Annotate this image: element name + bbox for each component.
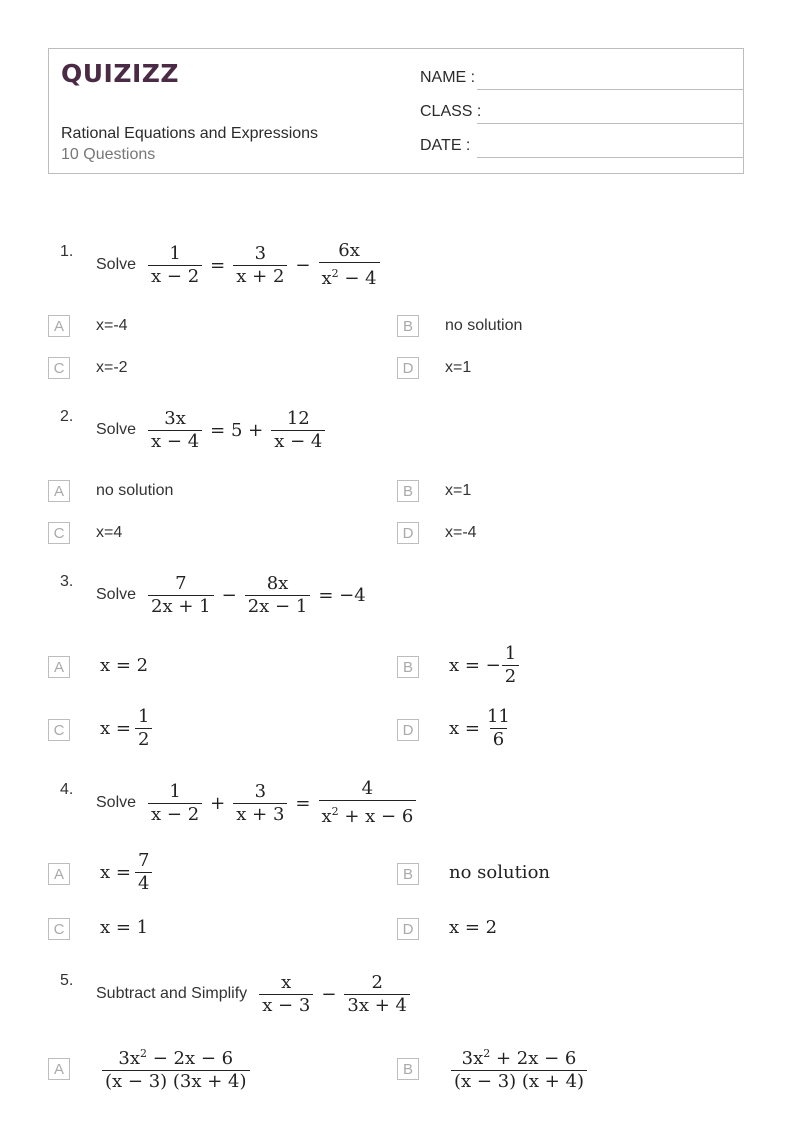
question-4-equation: $\frac{1}{x - 2}$ + $\frac{3}{x + 3}$ = $\frac{4}{x^2 + x - 6}$: [144, 778, 420, 828]
option-b-math: $\frac{3x^2 + 2x - 6}{(x - 3) (x + 4)}$: [447, 1043, 591, 1093]
option-b-box[interactable]: B: [397, 1058, 419, 1080]
option-b-box[interactable]: B: [397, 863, 419, 885]
option-a-math: x = $\frac{7}{4}$: [100, 850, 156, 895]
option-a-math: $\frac{3x^2 - 2x - 6}{(x - 3) (3x + 4)}$: [98, 1043, 254, 1093]
option-c-text: x=-2: [96, 359, 128, 376]
question-number: 4.: [60, 781, 74, 798]
question-number: 3.: [60, 573, 74, 590]
option-d-text: x=1: [445, 359, 472, 376]
class-label: CLASS :: [420, 103, 482, 120]
option-d-box[interactable]: D: [397, 522, 419, 544]
option-b-math: x = − $\frac{1}{2}$: [449, 643, 523, 688]
option-d-math: x = $\frac{11}{6}$: [449, 706, 510, 750]
option-c-box[interactable]: C: [48, 918, 70, 940]
option-c-box[interactable]: C: [48, 719, 70, 741]
option-c-box[interactable]: C: [48, 357, 70, 379]
question-1-equation: $\frac{1}{x - 2}$ = $\frac{3}{x + 2}$ − $\frac{6x}{x^2 - 4}$: [144, 240, 384, 290]
option-c-math: x = 1: [100, 917, 149, 938]
question-5: [96, 967, 414, 1021]
question-count: 10 Questions: [61, 146, 156, 163]
name-line: [477, 89, 744, 90]
worksheet-title: Rational Equations and Expressions: [61, 125, 319, 142]
option-a-math: x = 2: [100, 655, 149, 676]
option-d-box[interactable]: D: [397, 357, 419, 379]
option-b-box[interactable]: B: [397, 480, 419, 502]
question-prompt: Solve: [96, 256, 137, 273]
option-b-math: no solution: [449, 862, 550, 883]
class-field[interactable]: [420, 103, 740, 121]
question-4: [96, 776, 420, 830]
option-b-text: x=1: [445, 482, 472, 499]
question-2-equation: $\frac{3x}{x - 4}$ = 5 + $\frac{12}{x - 4}$: [144, 408, 329, 453]
option-a-text: no solution: [96, 482, 174, 499]
question-5-expression: $\frac{x}{x - 3}$ − $\frac{2}{3x + 4}$: [255, 972, 414, 1017]
class-line: [477, 123, 744, 124]
option-c-math: x = $\frac{1}{2}$: [100, 706, 156, 751]
option-b-box[interactable]: B: [397, 315, 419, 337]
question-prompt: Subtract and Simplify: [96, 985, 248, 1002]
date-label: DATE :: [420, 137, 471, 154]
option-b-box[interactable]: B: [397, 656, 419, 678]
question-prompt: Solve: [96, 794, 137, 811]
option-a-box[interactable]: A: [48, 656, 70, 678]
date-line: [477, 157, 744, 158]
question-prompt: Solve: [96, 586, 137, 603]
name-label: NAME :: [420, 69, 476, 86]
quizizz-logo: QUIZIZZ: [61, 59, 180, 88]
option-c-text: x=4: [96, 524, 123, 541]
option-d-text: x=-4: [445, 524, 477, 541]
worksheet-header: [48, 48, 744, 174]
name-field[interactable]: [420, 69, 740, 87]
question-number: 5.: [60, 972, 74, 989]
question-1: [96, 238, 384, 292]
option-b-text: no solution: [445, 317, 523, 334]
option-a-box[interactable]: A: [48, 1058, 70, 1080]
option-d-box[interactable]: D: [397, 918, 419, 940]
option-c-box[interactable]: C: [48, 522, 70, 544]
option-a-box[interactable]: A: [48, 315, 70, 337]
option-a-box[interactable]: A: [48, 863, 70, 885]
question-3-equation: $\frac{7}{2x + 1}$ − $\frac{8x}{2x - 1}$ = −4: [144, 573, 370, 618]
option-a-box[interactable]: A: [48, 480, 70, 502]
question-number: 2.: [60, 408, 74, 425]
question-number: 1.: [60, 243, 74, 260]
question-3: [96, 568, 370, 622]
option-a-text: x=-4: [96, 317, 128, 334]
question-2: [96, 403, 329, 457]
date-field[interactable]: [420, 137, 740, 155]
question-prompt: Solve: [96, 421, 137, 438]
option-d-math: x = 2: [449, 917, 498, 938]
option-d-box[interactable]: D: [397, 719, 419, 741]
